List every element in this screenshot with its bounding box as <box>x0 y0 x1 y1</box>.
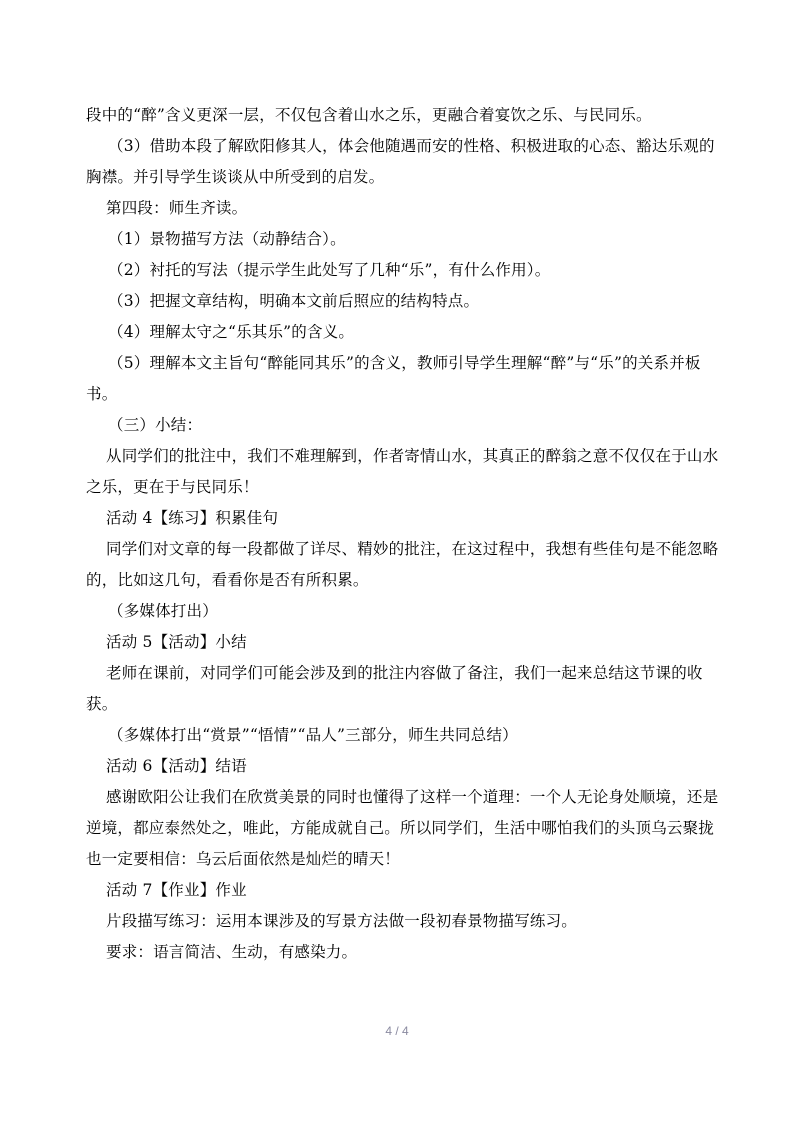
activity-6-heading: 活动 6【活动】结语 <box>106 757 247 775</box>
section-summary-heading: （三）小结： <box>108 416 203 434</box>
activity-5-heading: 活动 5【活动】小结 <box>106 633 247 651</box>
paragraph-multimedia-note: （多媒体打出） <box>108 602 218 620</box>
list-item-3: （3）把握文章结构，明确本文前后照应的结构特点。 <box>108 292 480 310</box>
paragraph-section-four: 第四段：师生齐读。 <box>106 199 248 217</box>
list-item-4: （4）理解太守之“乐其乐”的含义。 <box>108 323 355 341</box>
list-item-1: （1）景物描写方法（动静结合）。 <box>108 230 346 248</box>
paragraph-continuation: 段中的“醉”含义更深一层，不仅包含着山水之乐，更融合着宴饮之乐、与民同乐。 <box>86 106 652 124</box>
paragraph-point-3: （3）借助本段了解欧阳修其人，体会他随遇而安的性格、积极进取的心态、豁达乐观的胸襟。并引导学生谈谈从中所受到的启发。 <box>86 137 715 186</box>
activity-7-heading: 活动 7【作业】作业 <box>106 881 247 899</box>
list-item-2: （2）衬托的写法（提示学生此处写了几种“乐”，有什么作用）。 <box>108 261 551 279</box>
document-body <box>86 100 722 968</box>
paragraph-activity-6: 感谢欧阳公让我们在欣赏美景的同时也懂得了这样一个道理：一个人无论身处顺境，还是逆境，都应泰然处之，唯此，方能成就自己。所以同学们，生活中哪怕我们的头顶乌云聚拢也一定要相信：乌云后面依然是灿烂的晴天！ <box>86 788 719 868</box>
paragraph-activity-4: 同学们对文章的每一段都做了详尽、精妙的批注，在这过程中，我想有些佳句是不能忽略的，比如这几句，看看你是否有所积累。 <box>86 540 719 589</box>
paragraph-activity-5: 老师在课前，对同学们可能会涉及到的批注内容做了备注，我们一起来总结这节课的收获。 <box>86 664 703 713</box>
paragraph-homework: 片段描写练习：运用本课涉及的写景方法做一段初春景物描写练习。 <box>106 912 578 930</box>
list-item-5: （5）理解本文主旨句“醉能同其乐”的含义，教师引导学生理解“醉”与“乐”的关系并板书。 <box>86 354 701 403</box>
page-number: 4 / 4 <box>385 1024 409 1038</box>
paragraph-summary: 从同学们的批注中，我们不难理解到，作者寄情山水，其真正的醉翁之意不仅仅在于山水之乐，更在于与民同乐！ <box>86 447 719 496</box>
paragraph-requirements: 要求：语言简洁、生动，有感染力。 <box>106 943 358 961</box>
paragraph-multimedia-summary: （多媒体打出“赏景”“悟情”“品人”三部分，师生共同总结） <box>108 726 518 744</box>
activity-4-heading: 活动 4【练习】积累佳句 <box>106 509 279 527</box>
